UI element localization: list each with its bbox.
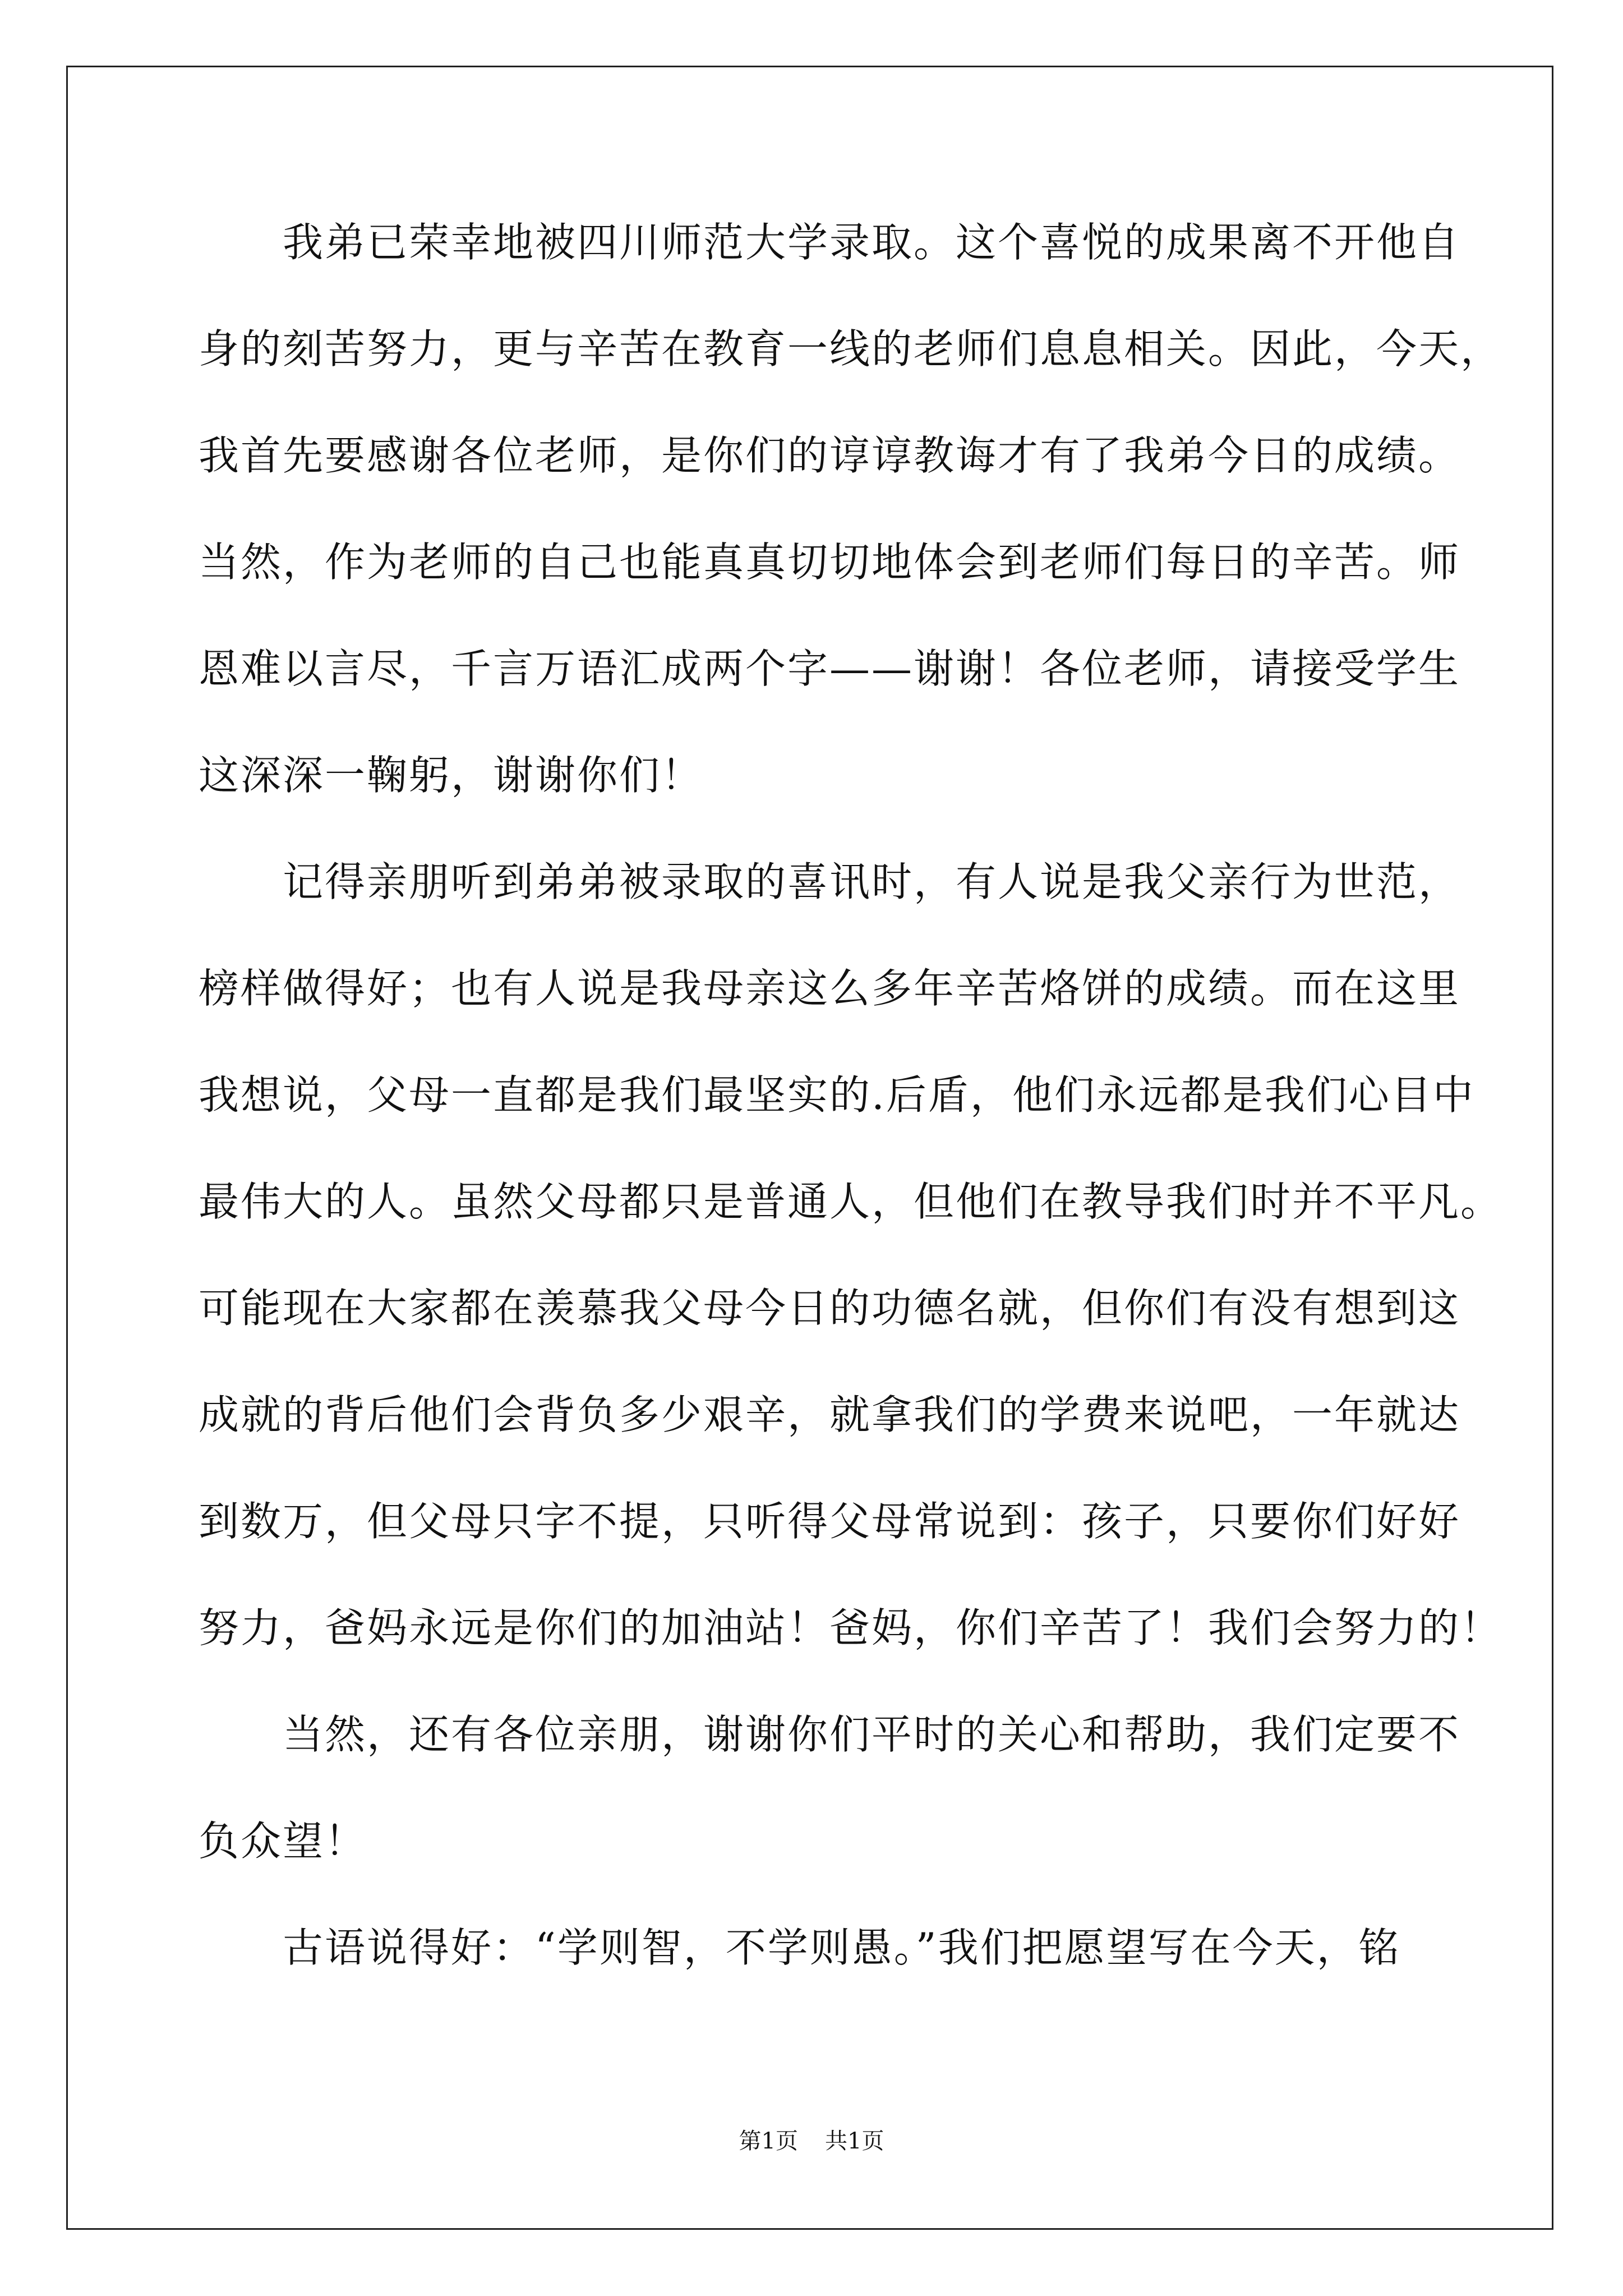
body-line: 当然，还有各位亲朋，谢谢你们平时的关心和帮助，我们定要不 (199, 1711, 1461, 1758)
body-line: 当然，作为老师的自己也能真真切切地体会到老师们每日的辛苦。师 (199, 539, 1461, 586)
page-number-total: 共1页 (825, 2128, 884, 2154)
body-line: 恩难以言尽，千言万语汇成两个字——谢谢！各位老师，请接受学生 (199, 645, 1461, 692)
page-number-current: 第1页 (739, 2128, 798, 2154)
body-line: 古语说得好：“学则智，不学则愚。”我们把愿望写在今天，铭 (199, 1924, 1401, 1971)
body-line: 榜样做得好；也有人说是我母亲这么多年辛苦烙饼的成绩。而在这里 (199, 965, 1461, 1012)
body-line: 最伟大的人。虽然父母都只是普通人，但他们在教导我们时并不平凡。 (199, 1178, 1503, 1225)
body-line: 我想说，父母一直都是我们最坚实的.后盾，他们永远都是我们心目中 (199, 1071, 1475, 1119)
page-border (66, 66, 1553, 2230)
body-line: 这深深一鞠躬，谢谢你们！ (199, 752, 704, 799)
body-line: 记得亲朋听到弟弟被录取的喜讯时，有人说是我父亲行为世范， (199, 858, 1461, 905)
body-line: 成就的背后他们会背负多少艰辛，就拿我们的学费来说吧，一年就达 (199, 1391, 1461, 1438)
body-line: 可能现在大家都在羡慕我父母今日的功德名就，但你们有没有想到这 (199, 1285, 1461, 1332)
body-line: 负众望！ (199, 1818, 367, 1865)
body-line: 努力，爸妈永远是你们的加油站！爸妈，你们辛苦了！我们会努力的！ (199, 1604, 1503, 1651)
page-footer (0, 2127, 1623, 2155)
body-line: 身的刻苦努力，更与辛苦在教育一线的老师们息息相关。因此，今天， (199, 325, 1503, 372)
body-line: 到数万，但父母只字不提，只听得父母常说到：孩子，只要你们好好 (199, 1498, 1461, 1545)
body-line: 我弟已荣幸地被四川师范大学录取。这个喜悦的成果离不开他自 (199, 219, 1461, 266)
body-line: 我首先要感谢各位老师，是你们的谆谆教诲才有了我弟今日的成绩。 (199, 432, 1461, 479)
